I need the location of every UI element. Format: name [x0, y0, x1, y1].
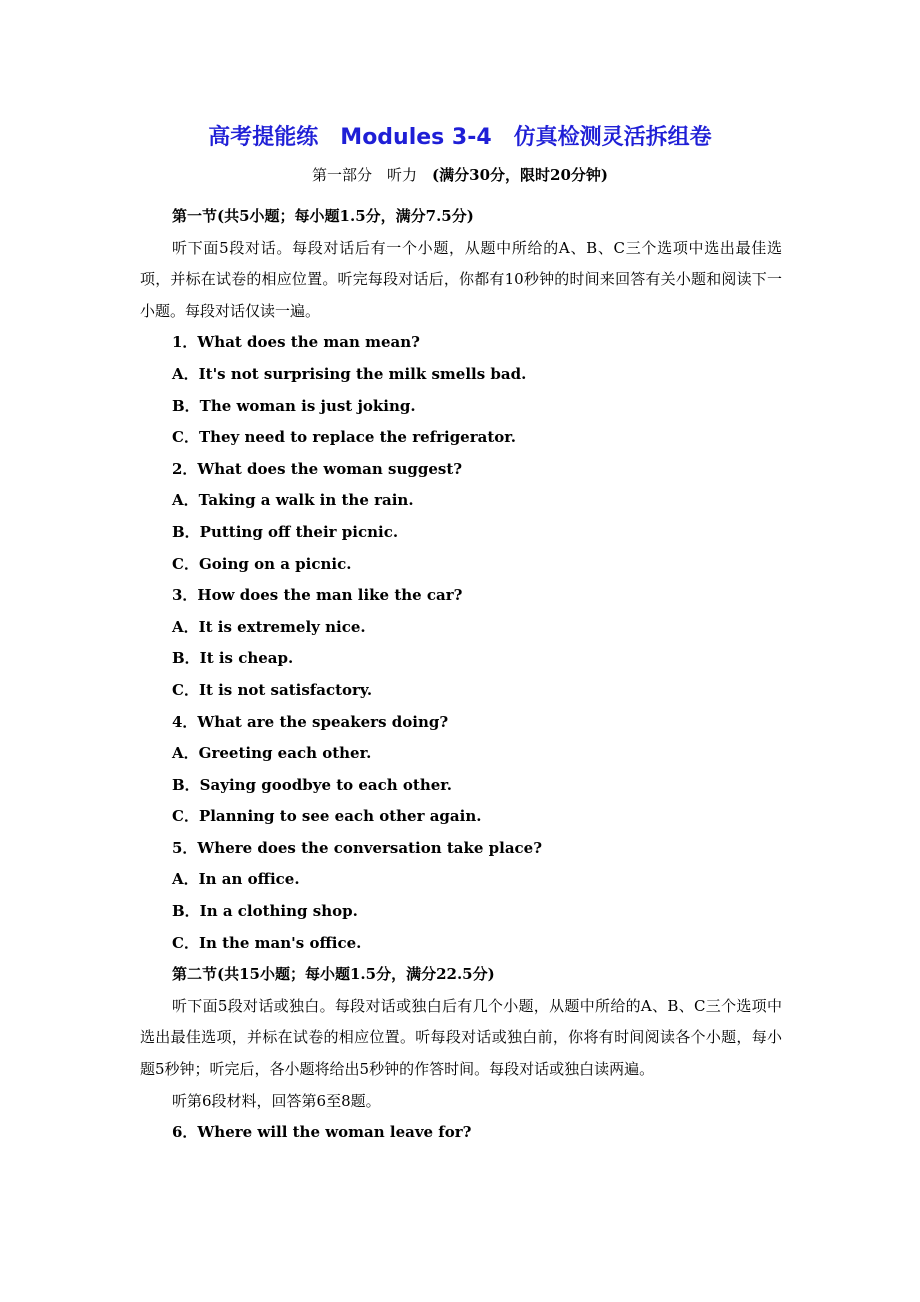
question-4	[140, 707, 782, 833]
option-c: C．Planning to see each other again.	[172, 807, 482, 826]
option-a: A．It is extremely nice.	[172, 617, 366, 636]
page-title: 高考提能练 Modules 3-4 仿真检测灵活拆组卷	[208, 125, 712, 150]
question-2	[140, 454, 782, 580]
section-one-heading: 第一节(共5小题；每小题1.5分，满分7.5分)	[172, 207, 474, 225]
question-stem: 5．Where does the conversation take place?	[172, 838, 543, 857]
question-stem: 3．How does the man like the car?	[172, 586, 463, 605]
document-body	[140, 201, 782, 1149]
option-b: B．The woman is just joking.	[172, 396, 416, 415]
option-b: B．It is cheap.	[172, 649, 294, 668]
option-a: A．In an office.	[172, 870, 300, 889]
question-1	[140, 327, 782, 453]
material-note: 听第6段材料，回答第6至8题。	[172, 1091, 381, 1110]
question-stem: 1．What does the man mean?	[172, 333, 420, 352]
option-b: B．Putting off their picnic.	[172, 522, 399, 541]
part-one-label: 第一部分 听力	[312, 166, 433, 184]
option-b: B．Saying goodbye to each other.	[172, 775, 453, 794]
option-a: A．Greeting each other.	[172, 744, 372, 763]
option-b: B．In a clothing shop.	[172, 902, 358, 921]
option-a: A．Taking a walk in the rain.	[172, 491, 414, 510]
question-6-stem: 6．Where will the woman leave for?	[172, 1123, 472, 1142]
section-two-instructions: 听下面5段对话或独白。每段对话或独白后有几个小题，从题中所给的A、B、C三个选项中选出最佳选项，并标在试卷的相应位置。听每段对话或独白前，你将有时间阅读各个小题，每小题5秒钟；听完后，各小题将给出5秒钟的作答时间。每段对话或独白读两遍。	[140, 996, 782, 1079]
part-one-heading	[0, 164, 920, 185]
question-stem: 4．What are the speakers doing?	[172, 712, 449, 731]
question-stem: 2．What does the woman suggest?	[172, 459, 463, 478]
option-c: C．Going on a picnic.	[172, 554, 352, 573]
question-3	[140, 580, 782, 706]
option-c: C．In the man's office.	[172, 933, 362, 952]
part-one-score-info: (满分30分，限时20分钟)	[432, 166, 608, 184]
option-a: A．It's not surprising the milk smells bad.	[172, 364, 527, 383]
option-c: C．They need to replace the refrigerator.	[172, 428, 517, 447]
option-c: C．It is not satisfactory.	[172, 680, 373, 699]
question-5	[140, 833, 782, 959]
section-one-instructions: 听下面5段对话。每段对话后有一个小题，从题中所给的A、B、C三个选项中选出最佳选项，并标在试卷的相应位置。听完每段对话后，你都有10秒钟的时间来回答有关小题和阅读下一小题。每段对话仅读一遍。	[140, 238, 782, 320]
section-two-heading: 第二节(共15小题；每小题1.5分，满分22.5分)	[172, 965, 495, 984]
